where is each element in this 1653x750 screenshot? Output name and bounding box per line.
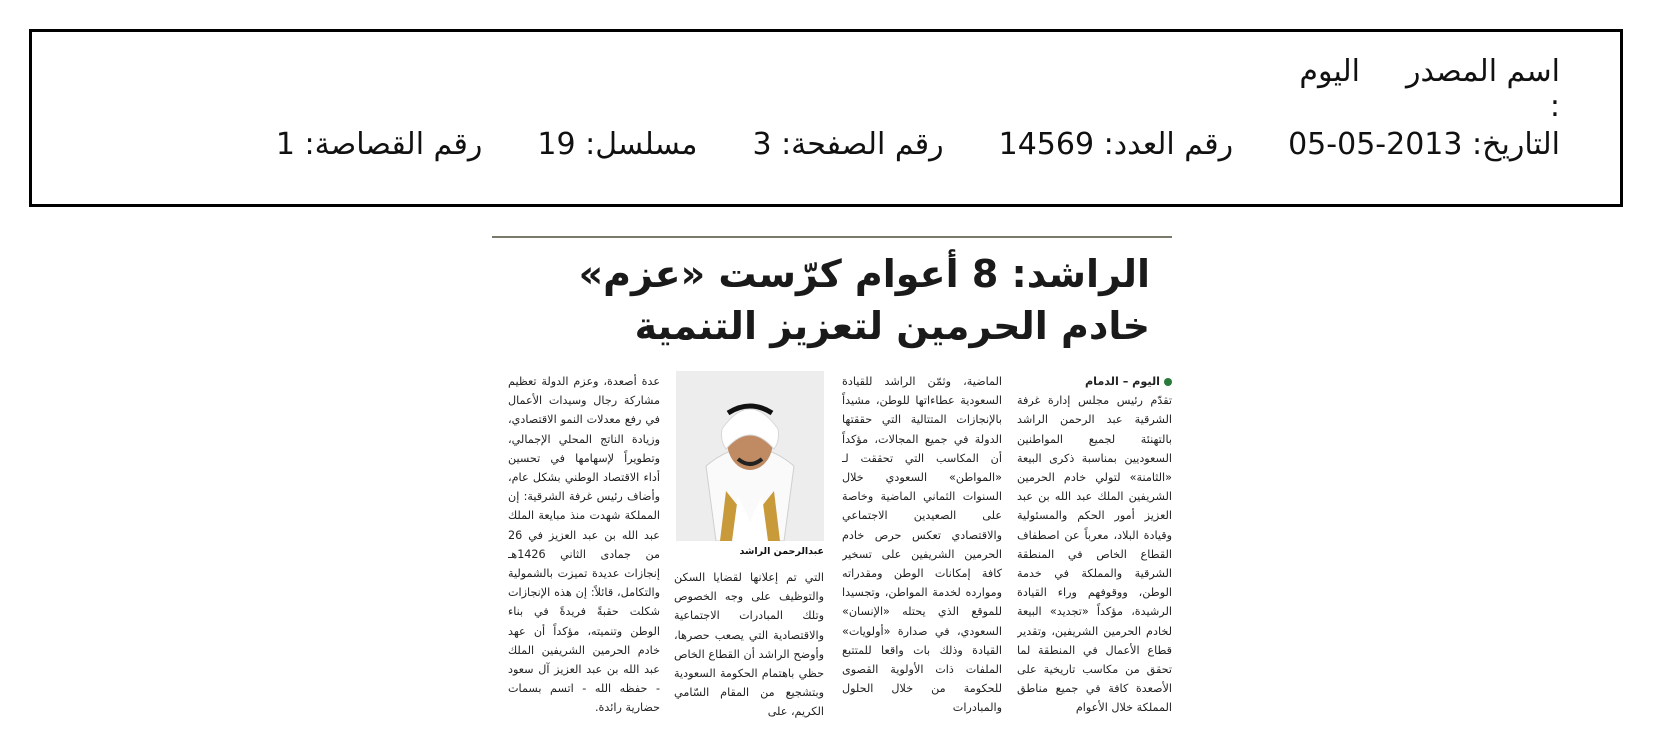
column-4-text: عدة أصعدة، وعزم الدولة تعظيم مشاركة رجال وسيدات الأعمال في رفع معدلات النمو الاقتصادي، وزيادة الناتج المحلي الإجمالي، وتطويراً لإسهامها في تحسين أداء الاقتصاد الوطني بشكل عام، وأضاف رئيس غرفة الشرقية: إن المملكة شهدت منذ مبايعة الملك عبد الله بن عبد العزيز في 26 من جمادى الثاني 1426هـ إنجازات عديدة تميزت بالشمولية والتكامل، قائلاً: إن هذه الإنجازات شكلت حقبةً فريدةً في بناء الوطن وتنميته، مؤكداً أن عهد خادم الحرمين الشريفين الملك عبد الله بن عبد العزيز آل سعود - حفظه الله - اتسم بسمات حضارية رائدة. bbox=[508, 375, 660, 715]
byline-text: اليوم – الدمام bbox=[1084, 375, 1160, 388]
details-row bbox=[221, 127, 1560, 162]
article-column-1 bbox=[1017, 372, 1172, 732]
page-number: رقم الصفحة: 3 bbox=[752, 127, 944, 162]
portrait-photo bbox=[676, 371, 824, 541]
column-3-text: التي تم إعلانها لقضايا السكن والتوظيف على وجه الخصوص وتلك المبادرات الاجتماعية والاقتصادية التي يصعب حصرها، وأوضح الراشد أن القطاع الخاص حظي باهتمام الحكومة السعودية وبتشجيع من المقام السّامي الكريم، على bbox=[674, 571, 824, 719]
bullet-icon bbox=[1164, 378, 1172, 386]
article-column-4 bbox=[508, 372, 660, 732]
column-2-text: الماضية، وثمّن الراشد للقيادة السعودية عطاءاتها للوطن، مشيداً بالإنجازات المتتالية التي حققتها الدولة في جميع المجالات، مؤكداً أن المكاسب التي تحققت لـ «المواطن» السعودي خلال السنوات الثماني الماضية وخاصة على الصعيدين الاجتماعي والاقتصادي تعكس حرص خادم الحرمين الشريفين على تسخير كافة إمكانات الوطن ومقدراته وموارده لخدمة المواطن، وتجسيدا للموقع الذي يحتله «الإنسان» السعودي، في صدارة «أولويات» القيادة وذلك بات واقعا للمتتبع الملفات ذات الأولوية القصوى للحكومة من خلال الحلول والمبادرات bbox=[842, 375, 1002, 715]
metadata-box bbox=[29, 29, 1623, 207]
newspaper-clipping bbox=[492, 236, 1172, 736]
issue-number: رقم العدد: 14569 bbox=[998, 127, 1234, 162]
headline bbox=[510, 248, 1150, 352]
headline-line-2: خادم الحرمين لتعزيز التنمية bbox=[634, 304, 1150, 348]
top-rule bbox=[492, 236, 1172, 238]
source-value: اليوم bbox=[1299, 54, 1360, 89]
article-column-2 bbox=[842, 372, 1002, 732]
serial-number: مسلسل: 19 bbox=[537, 127, 698, 162]
source-row bbox=[1299, 54, 1560, 124]
date-field: التاريخ: 2013-05-05 bbox=[1288, 127, 1560, 162]
source-label: اسم المصدر : bbox=[1405, 54, 1560, 124]
article-column-3 bbox=[674, 568, 824, 722]
clip-number: رقم القصاصة: 1 bbox=[275, 127, 483, 162]
byline bbox=[1017, 372, 1172, 391]
headline-line-1: الراشد: 8 أعوام كرّست «عزم» bbox=[578, 252, 1150, 296]
photo-caption: عبدالرحمن الراشد bbox=[739, 546, 824, 557]
column-1-text: تقدّم رئيس مجلس إدارة غرفة الشرقية عبد الرحمن الراشد بالتهنئة لجميع المواطنين السعوديين بمناسبة ذكرى البيعة «الثامنة» لتولي خادم الحرمين الشريفين الملك عبد الله بن عبد العزيز أمور الحكم والمسئولية وقيادة البلاد، معرباً عن اصطفاف القطاع الخاص في المنطقة الشرقية والمملكة في خدمة الوطن، ووقوفهم وراء القيادة الرشيدة، مؤكداً «تجديد» البيعة لخادم الحرمين الشريفين، وتقدير قطاع الأعمال في المنطقة لما تحقق من مكاسب تاريخية على الأصعدة كافة في جميع مناطق المملكة خلال الأعوام bbox=[1017, 394, 1172, 715]
portrait-illustration bbox=[676, 371, 824, 541]
